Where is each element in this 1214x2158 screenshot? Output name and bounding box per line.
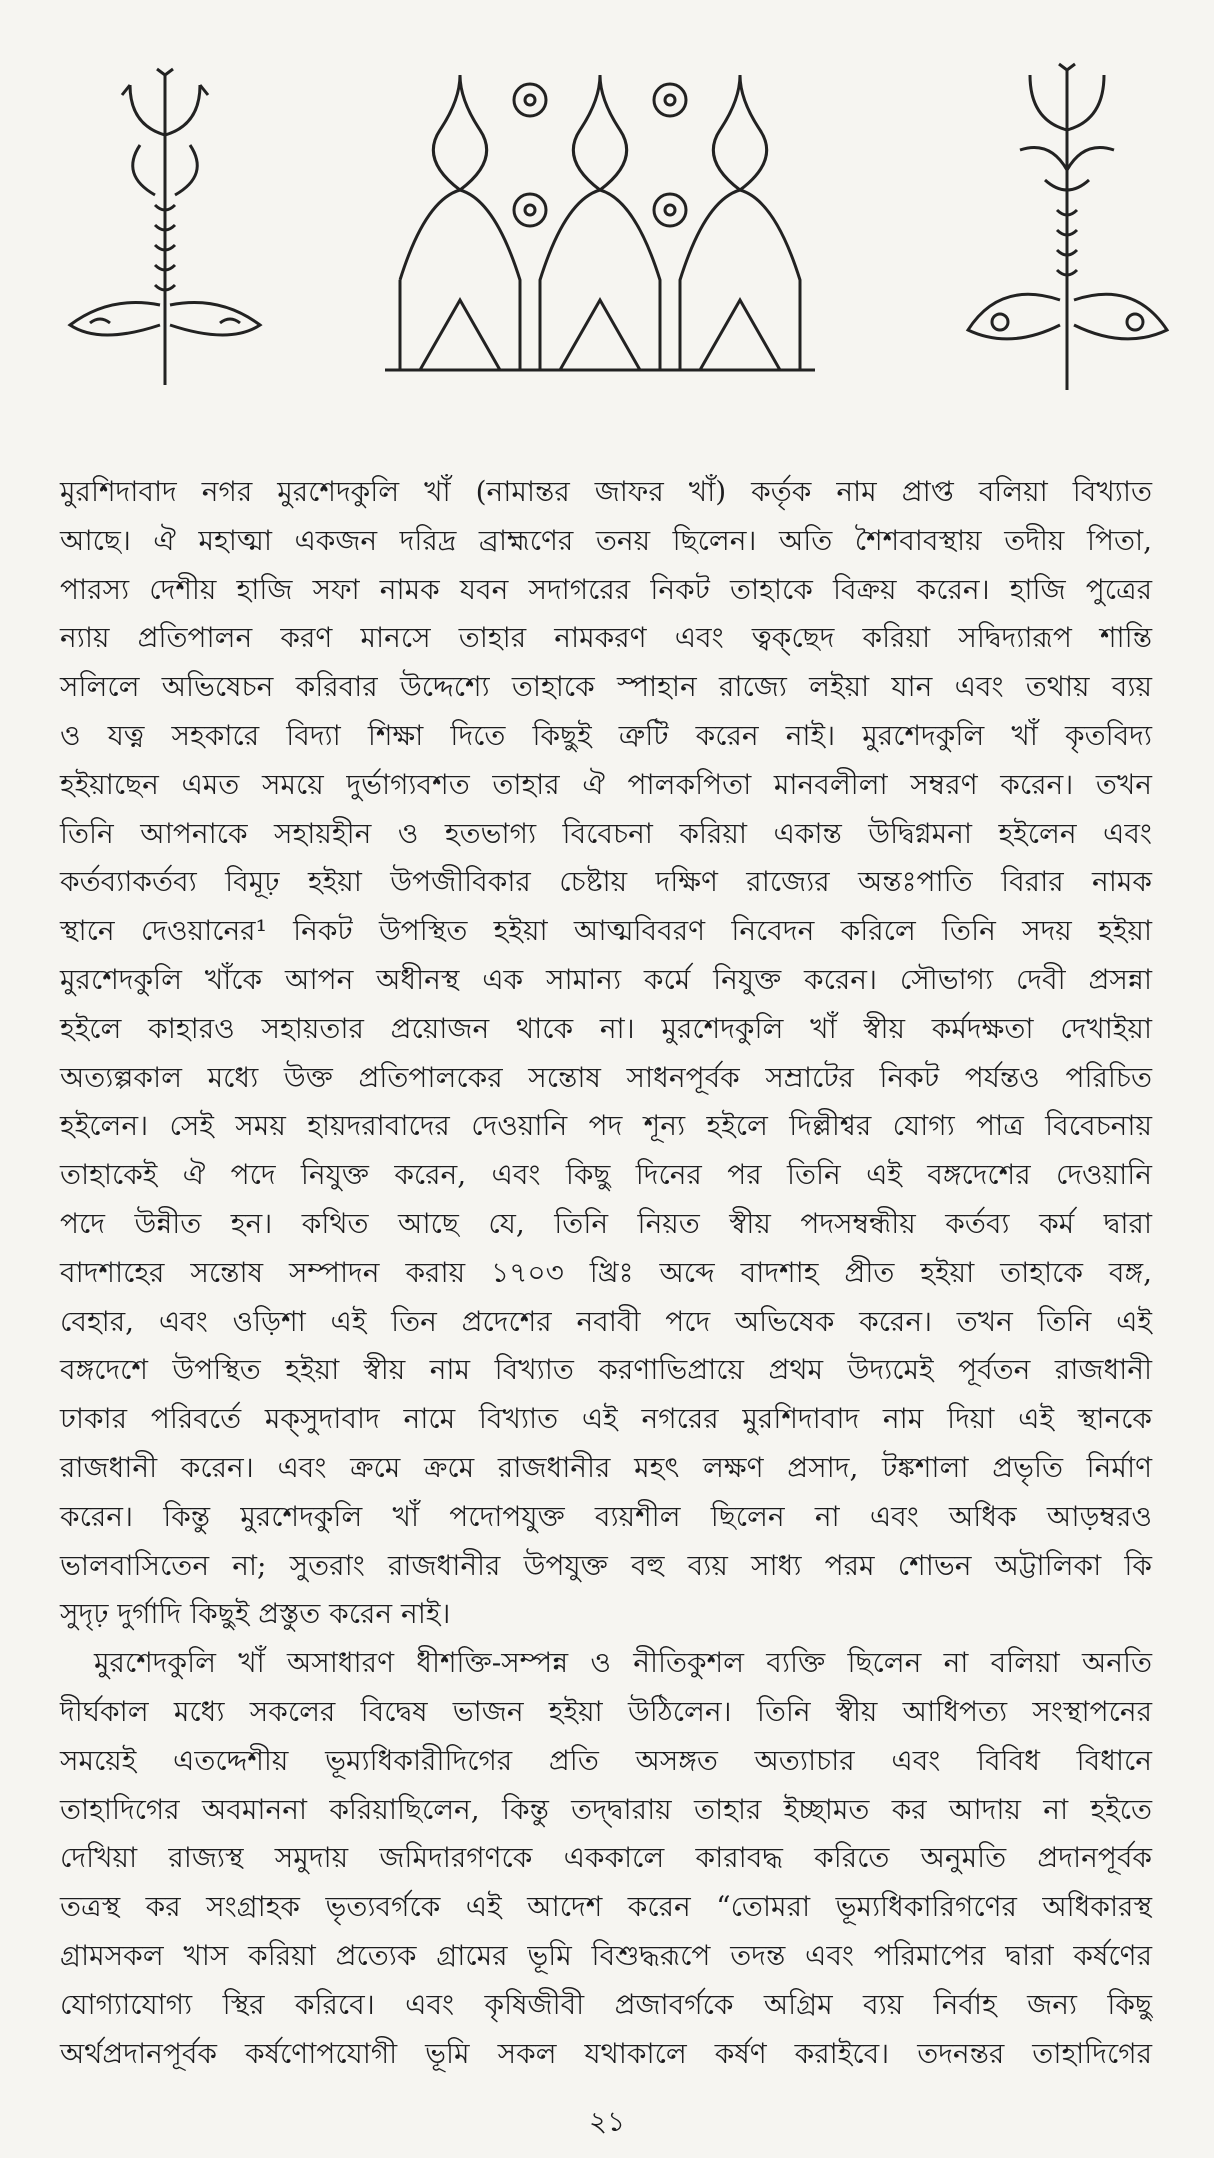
text-line: হইয়াছেন এমত সময়ে দুর্ভাগ্যবশত তাহার ঐ পালকপিতা মানবলীলা সম্বরণ করেন। তখন <box>60 767 1152 801</box>
page-number: ২১ <box>588 2105 626 2139</box>
text-line: রাজধানী করেন। এবং ক্রমে ক্রমে রাজধানীর মহৎ লক্ষণ প্রসাদ, টঙ্কশালা প্রভৃতি নির্মাণ <box>60 1450 1152 1484</box>
text-line: মুরশেদকুলি খাঁ অসাধারণ ধীশক্তি-সম্পন্ন ও নীতিকুশল ব্যক্তি ছিলেন না বলিয়া অনতি <box>94 1646 1152 1680</box>
text-line: বেহার, এবং ওড়িশা এই তিন প্রদেশের নবাবী পদে অভিষেক করেন। তখন তিনি এই <box>60 1304 1152 1338</box>
text-line: পারস্য দেশীয় হাজি সফা নামক যবন সদাগরের নিকট তাহাকে বিক্রয় করেন। হাজি পুত্রের <box>60 572 1152 606</box>
text-line: যোগ্যাযোগ্য স্থির করিবে। এবং কৃষিজীবী প্রজাবর্গকে অগ্রিম ব্যয় নির্বাহ জন্য কিছু <box>60 1987 1152 2021</box>
paragraph-2 <box>60 1639 1152 2078</box>
text-line: ন্যায় প্রতিপালন করণ মানসে তাহার নামকরণ এবং ত্বক্‌ছেদ করিয়া সদ্বিদ্যারূপ শান্তি <box>60 621 1152 655</box>
text-line: তাহাদিগের অবমাননা করিয়াছিলেন, কিন্তু তদ্দ্বারায় তাহার ইচ্ছামত কর আদায় না হইতে <box>60 1792 1152 1826</box>
text-line: কর্তব্যাকর্তব্য বিমূঢ় হইয়া উপজীবিকার চেষ্টায় দক্ষিণ রাজ্যের অন্তঃপাতি বিরার নামক <box>60 865 1152 899</box>
text-line: হইলেন। সেই সময় হায়দরাবাদের দেওয়ানি পদ শূন্য হইলে দিল্লীশ্বর যোগ্য পাত্র বিবেচনায় <box>60 1109 1152 1143</box>
paragraph-1 <box>60 468 1152 1639</box>
text-line: দেখিয়া রাজ্যস্থ সমুদায় জমিদারগণকে এককালে কারাবদ্ধ করিতে অনুমতি প্রদানপূর্বক <box>60 1841 1152 1875</box>
text-line: ভালবাসিতেন না; সুতরাং রাজধানীর উপযুক্ত বহু ব্যয় সাধ্য পরম শোভন অট্টালিকা কি <box>60 1548 1152 1582</box>
text-line: তিনি আপনাকে সহায়হীন ও হতভাগ্য বিবেচনা করিয়া একান্ত উদ্বিগ্নমনা হইলেন এবং <box>60 816 1152 850</box>
text-line: বাদশাহের সন্তোষ সম্পাদন করায় ১৭০৩ খ্রিঃ অব্দে বাদশাহ প্রীত হইয়া তাহাকে বঙ্গ, <box>60 1255 1152 1289</box>
text-line: হইলে কাহারও সহায়তার প্রয়োজন থাকে না। মুরশেদকুলি খাঁ স্বীয় কর্মদক্ষতা দেখাইয়া <box>60 1011 1152 1045</box>
text-line: মুরশিদাবাদ নগর মুরশেদকুলি খাঁ (নামান্তর জাফর খাঁ) কর্তৃক নাম প্রাপ্ত বলিয়া বিখ্যাত <box>60 475 1152 508</box>
text-line: অর্থপ্রদানপূর্বক কর্ষণোপযোগী ভূমি সকল যথাকালে কর্ষণ করাইবে। তদনন্তর তাহাদিগের <box>60 2036 1152 2070</box>
text-line: দীর্ঘকাল মধ্যে সকলের বিদ্বেষ ভাজন হইয়া উঠিলেন। তিনি স্বীয় আধিপত্য সংস্থাপনের <box>60 1694 1152 1728</box>
text-line: সুদৃঢ় দুর্গাদি কিছুই প্রস্তুত করেন নাই। <box>60 1597 451 1631</box>
text-line: পদে উন্নীত হন। কথিত আছে যে, তিনি নিয়ত স্বীয় পদসম্বন্ধীয় কর্তব্য কর্ম দ্বারা <box>60 1206 1152 1240</box>
text-line: অত্যল্পকাল মধ্যে উক্ত প্রতিপালকের সন্তোষ সাধনপূর্বক সম্রাটের নিকট পর্যন্তও পরিচিত <box>60 1060 1152 1094</box>
text-line: আছে। ঐ মহাত্মা একজন দরিদ্র ব্রাহ্মণের তনয় ছিলেন। অতি শৈশবাবস্থায় তদীয় পিতা, <box>60 523 1152 557</box>
text-line: সলিলে অভিষেচন করিবার উদ্দেশ্যে তাহাকে স্পাহান রাজ্যে লইয়া যান এবং তথায় ব্যয় <box>60 670 1152 704</box>
text-line: তাহাকেই ঐ পদে নিযুক্ত করেন, এবং কিছু দিনের পর তিনি এই বঙ্গদেশের দেওয়ানি <box>60 1158 1152 1192</box>
text-line: তত্রস্থ কর সংগ্রাহক ভৃত্যবর্গকে এই আদেশ করেন “তোমরা ভূম্যধিকারিগণের অধিকারস্থ <box>60 1890 1152 1924</box>
body-text <box>60 0 1152 2078</box>
text-line: বঙ্গদেশে উপস্থিত হইয়া স্বীয় নাম বিখ্যাত করণাভিপ্রায়ে প্রথম উদ্যমেই পূর্বতন রাজধানী <box>60 1353 1152 1387</box>
text-line: মুরশেদকুলি খাঁকে আপন অধীনস্থ এক সামান্য কর্মে নিযুক্ত করেন। সৌভাগ্য দেবী প্রসন্না <box>60 962 1152 996</box>
text-line: গ্রামসকল খাস করিয়া প্রত্যেক গ্রামের ভূমি বিশুদ্ধরূপে তদন্ত এবং পরিমাপের দ্বারা কর্ষণের <box>60 1938 1152 1972</box>
text-line: সময়েই এতদ্দেশীয় ভূম্যধিকারীদিগের প্রতি অসঙ্গত অত্যাচার এবং বিবিধ বিধানে <box>60 1743 1152 1777</box>
text-line: ও যত্ন সহকারে বিদ্যা শিক্ষা দিতে কিছুই ত্রুটি করেন নাই। মুরশেদকুলি খাঁ কৃতবিদ্য <box>60 718 1152 752</box>
text-line: স্থানে দেওয়ানের¹ নিকট উপস্থিত হইয়া আত্মবিবরণ নিবেদন করিলে তিনি সদয় হইয়া <box>60 914 1152 948</box>
text-line: ঢাকার পরিবর্তে মক্‌সুদাবাদ নামে বিখ্যাত এই নগরের মুরশিদাবাদ নাম দিয়া এই স্থানকে <box>60 1402 1152 1436</box>
text-line: করেন। কিন্তু মুরশেদকুলি খাঁ পদোপযুক্ত ব্যয়শীল ছিলেন না এবং অধিক আড়ম্বরও <box>60 1499 1152 1533</box>
